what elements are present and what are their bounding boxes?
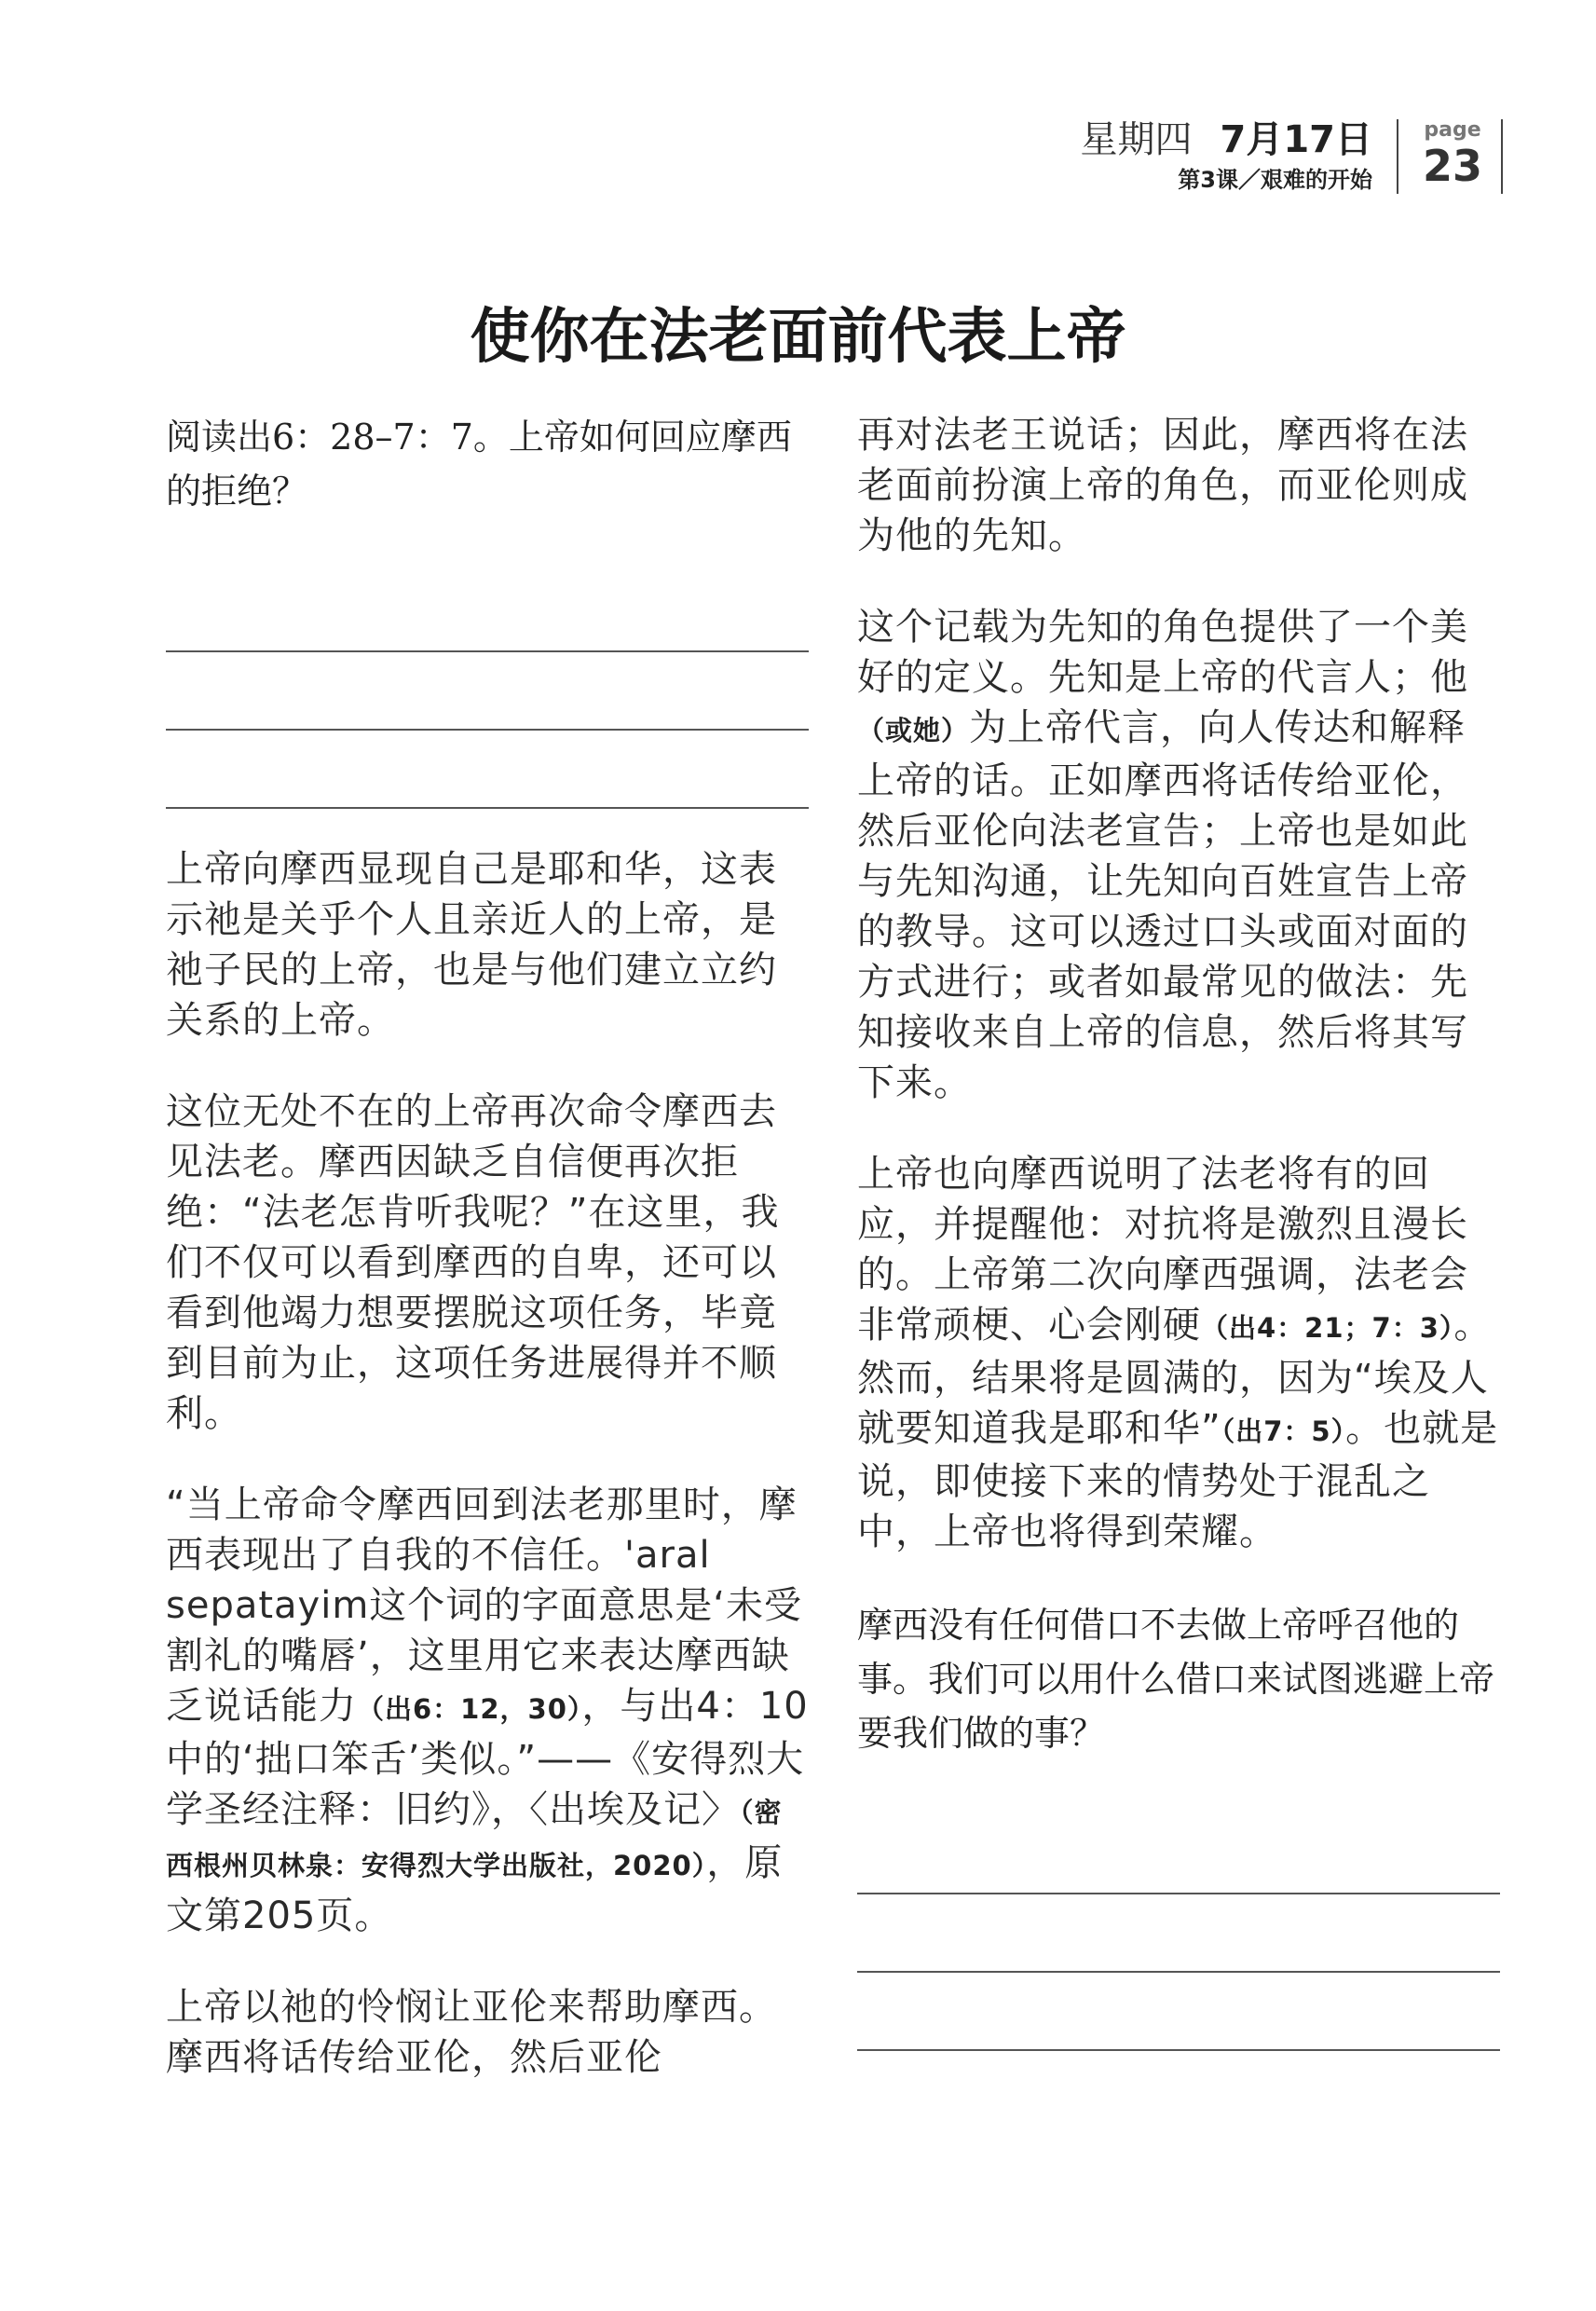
header-date-block	[1080, 119, 1397, 194]
scripture-reference: （出4：21；7：3）	[1201, 1312, 1454, 1344]
quote-text-part-1: “当上帝命令摩西回到法老那里时，摩西表现出了自我的不信任。'aral sepatayim这个词的字面意思是‘未受割礼的嘴唇’，这里用它来表达摩西缺乏说话能力	[166, 1484, 803, 1728]
prophet-text-part-1: 这个记载为先知的角色提供了一个美好的定义。先知是上帝的代言人；他	[857, 606, 1468, 699]
scripture-reference: （出6：12，30）	[357, 1693, 582, 1725]
left-paragraph-4: 上帝以祂的怜悯让亚伦来帮助摩西。摩西将话传给亚伦，然后亚伦	[166, 1986, 777, 2079]
answer-lines-bottom[interactable]	[857, 1816, 1500, 2051]
answer-line[interactable]	[166, 574, 809, 652]
right-paragraph-3	[857, 1149, 1500, 1557]
quote-text-part-3: ，原文第205页。	[166, 1841, 784, 1937]
gender-note: （或她）	[857, 715, 970, 746]
page-label: page	[1424, 118, 1481, 142]
right-column	[857, 410, 1500, 2086]
answer-line[interactable]	[166, 652, 809, 731]
left-paragraph-1: 上帝向摩西显现自己是耶和华，这表示祂是关乎个人且亲近人的上帝，是祂子民的上帝，也是与他们建立立约关系的上帝。	[166, 848, 777, 1042]
answer-line[interactable]	[857, 1973, 1500, 2051]
reflection-prompt: 摩西没有任何借口不去做上帝呼召他的事。我们可以用什么借口来试图逃避上帝要我们做的事？	[857, 1605, 1495, 1754]
citation-source: （密西根州贝林泉：安得烈大学出版社，2020）	[166, 1797, 783, 1881]
right-paragraph-2	[857, 602, 1500, 1108]
left-column	[166, 410, 809, 2124]
answer-line[interactable]	[166, 731, 809, 809]
quote-text-part-2: ，与出4：10中的‘拙口笨舌’类似。”——《安得烈大学圣经注释：旧约》，〈出埃及记〉	[166, 1685, 809, 1831]
pharaoh-text-part-1: 上帝也向摩西说明了法老将有的回应，并提醒他：对抗将是激烈且漫长的。上帝第二次向摩西强调，法老会非常顽梗、心会刚硬	[857, 1153, 1468, 1347]
reading-prompt: 阅读出6：28–7：7。上帝如何回应摩西的拒绝？	[166, 417, 792, 512]
header-date: 7月17日	[1220, 118, 1372, 161]
prophet-text-part-2: 为上帝代言，向人传达和解释上帝的话。正如摩西将话传给亚伦，然后亚伦向法老宣告；上帝也是如此与先知沟通，让先知向百姓宣告上帝的教导。这可以透过口头或面对面的方式进行；或者如最常见的做法：先知接收来自上帝的信息，然后将其写下来。	[857, 706, 1468, 1104]
header-dayline	[1080, 119, 1372, 160]
answer-lines-top[interactable]	[166, 574, 809, 809]
answer-line[interactable]	[857, 1894, 1500, 1973]
left-paragraph-2: 这位无处不在的上帝再次命令摩西去见法老。摩西因缺乏自信便再次拒绝：“法老怎肯听我呢？”在这里，我们不仅可以看到摩西的自卑，还可以看到他竭力想要摆脱这项任务，毕竟到目前为止，这项任务进展得并不顺利。	[166, 1090, 780, 1435]
right-paragraph-1: 再对法老王说话；因此，摩西将在法老面前扮演上帝的角色，而亚伦则成为他的先知。	[857, 414, 1468, 557]
answer-line[interactable]	[857, 1816, 1500, 1894]
header-lesson: 第3课／艰难的开始	[1178, 167, 1372, 193]
header-day: 星期四	[1080, 118, 1193, 161]
pharaoh-text-part-3: 。也就是说，即使接下来的情势处于混乱之中，上帝也将得到荣耀。	[857, 1407, 1499, 1553]
page-title: 使你在法老面前代表上帝	[470, 302, 1126, 372]
page-header	[1080, 119, 1503, 201]
scripture-reference: （出7：5）	[1221, 1415, 1346, 1447]
pharaoh-text-part-2: 。然而，结果将是圆满的，因为“埃及人就要知道我是耶和华”	[857, 1304, 1493, 1450]
left-paragraph-3-quote	[166, 1480, 809, 1941]
header-divider-right	[1501, 119, 1503, 194]
page-number-block	[1398, 119, 1501, 190]
page-number: 23	[1422, 141, 1482, 191]
